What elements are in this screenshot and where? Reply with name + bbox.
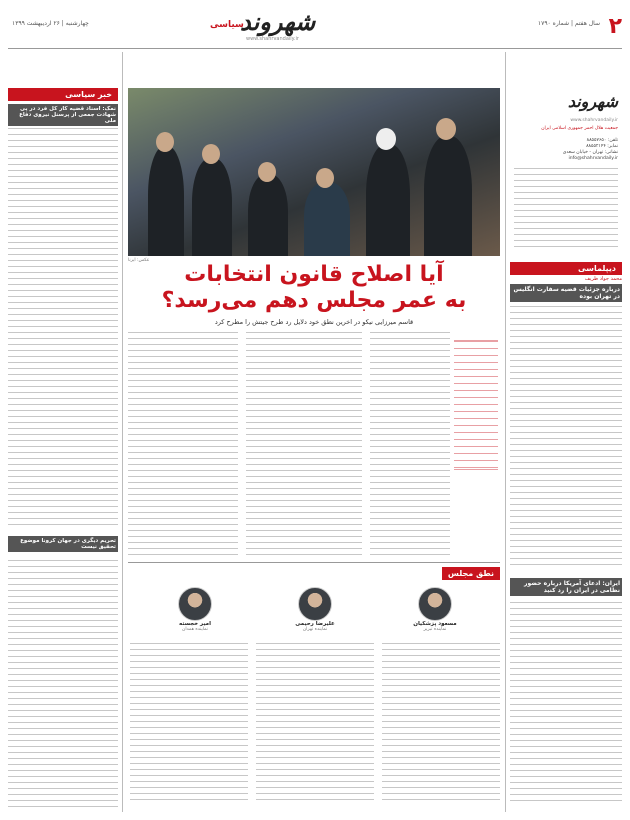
speaker-role: نماینده تهران bbox=[302, 627, 328, 632]
story-title: نمک: اسناد قضیه کار کل فرد در پی شهادت جمعی از پرسنل نیروی دفاع ملی bbox=[8, 104, 118, 126]
nutgh-section-title: نطق مجلس bbox=[442, 567, 500, 580]
contact-line: info@shahrvandaily.ir bbox=[568, 156, 618, 161]
speaker-text bbox=[130, 643, 248, 803]
speaker-text bbox=[382, 643, 500, 803]
date-line: چهارشنبه | ۲۶ اردیبهشت ۱۳۹۹ bbox=[12, 20, 89, 27]
contact-line: نشانی: تهران - خیابان سعدی bbox=[562, 150, 618, 155]
speaker-card bbox=[380, 587, 490, 632]
side-org: جمعیت هلال احمر جمهوری اسلامی ایران bbox=[541, 126, 618, 131]
speaker-card bbox=[260, 587, 370, 632]
speaker-card bbox=[140, 587, 250, 632]
photo-credit: عکس: ایرنا bbox=[128, 258, 150, 263]
main-story-column bbox=[128, 332, 238, 556]
speaker-role: نماینده همدان bbox=[182, 627, 208, 632]
nutgh-section bbox=[128, 562, 500, 632]
speaker-role: نماینده تبریز bbox=[423, 627, 447, 632]
story-kicker: محمد جواد ظریف bbox=[584, 276, 622, 282]
section-label: سیاسی bbox=[210, 20, 244, 30]
political-news-title: خبر سیاسی bbox=[8, 88, 118, 101]
speaker-photo bbox=[178, 587, 212, 621]
story-title: ایران: ادعای آمریکا درباره حضور نظامی در ایران را رد کنید bbox=[510, 578, 622, 596]
speaker-photo bbox=[418, 587, 452, 621]
issue-line: سال هفتم | شماره ۱۷۹۰ bbox=[537, 20, 600, 27]
speaker-text bbox=[256, 643, 374, 803]
speaker-name: مسعود پزشکیان bbox=[413, 621, 457, 627]
story-body bbox=[510, 602, 622, 802]
story-title: تحریم دیگری در جهان کرونا موضوع تحقیق نیست bbox=[8, 536, 118, 552]
left-column bbox=[8, 88, 118, 810]
story-body bbox=[8, 128, 118, 528]
headline-block bbox=[128, 262, 500, 326]
story-title: درباره جزئیات قضیه سفارت انگلیس در تهران بوده bbox=[510, 284, 622, 302]
main-story-column bbox=[370, 332, 450, 556]
headline-line-2: به عمر مجلس دهم می‌رسد؟ bbox=[161, 288, 467, 313]
headline-subtitle: قاسم میرزایی نیکو در اخرین نطق خود دلایل رد طرح جیتش را مطرح کرد bbox=[214, 318, 414, 326]
pull-quote bbox=[454, 340, 498, 470]
side-masthead bbox=[510, 52, 622, 262]
contact-line: تلفن: ۸۸۵۵۷۶۵۰ bbox=[586, 138, 618, 143]
story-body bbox=[8, 560, 118, 808]
speaker-name: امیر خجسته bbox=[179, 621, 211, 627]
main-story-column bbox=[246, 332, 362, 556]
page-number: ۲ bbox=[608, 14, 622, 39]
masthead-website: www.shahrvandaily.ir bbox=[246, 36, 299, 42]
headline-line-1: آیا اصلاح قانون انتخابات bbox=[184, 262, 444, 287]
side-website: www.shahrvandaily.ir bbox=[570, 118, 618, 123]
diplomacy-section-title: دیپلماسی bbox=[510, 262, 622, 275]
story-body bbox=[510, 306, 622, 570]
right-column bbox=[510, 262, 622, 810]
side-logo: شهروند bbox=[567, 92, 618, 111]
speaker-name: علیرضا رحیمی bbox=[295, 621, 335, 627]
masthead-logo: شهروند bbox=[240, 8, 316, 36]
main-photo bbox=[128, 88, 500, 256]
speaker-photo bbox=[298, 587, 332, 621]
contact-line: نمابر: ۸۸۵۵۲۱۴۴ bbox=[586, 144, 618, 149]
side-info-text bbox=[514, 168, 618, 252]
